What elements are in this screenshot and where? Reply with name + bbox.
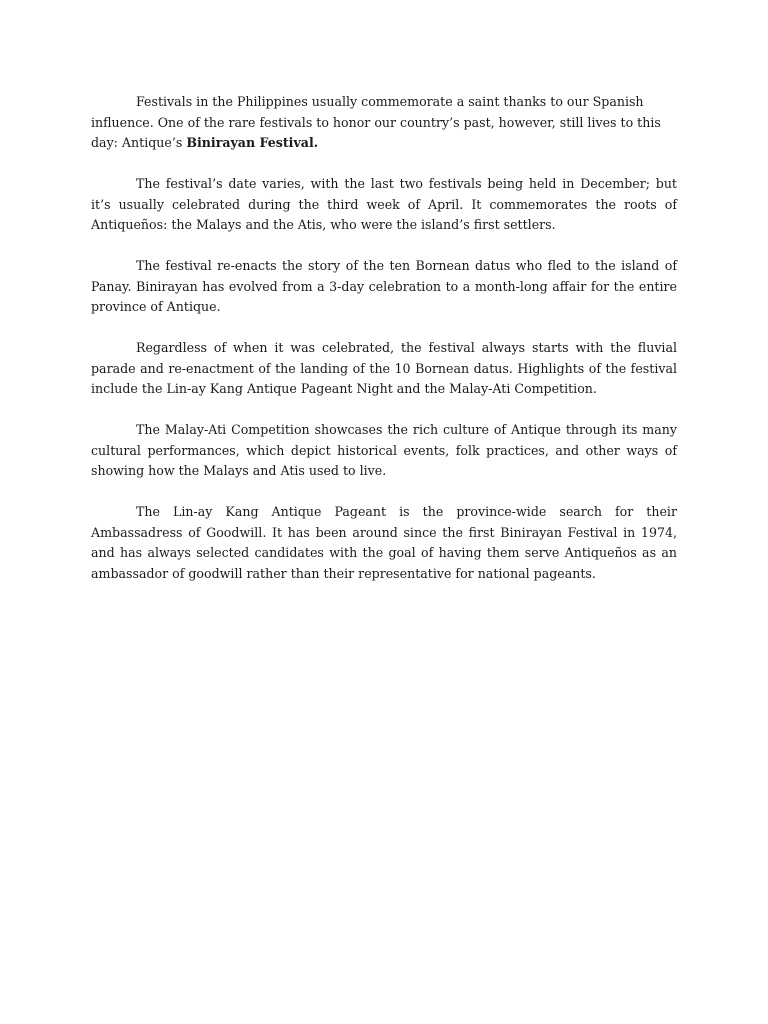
paragraph-malay-ati: The Malay-Ati Competition showcases the rich culture of Antique through its many cultural performances, which depict historical events, folk practices, and other ways of showing how the Malays and Atis used to live. <box>91 422 677 478</box>
paragraph-date: The festival’s date varies, with the last two festivals being held in December; but it’s usually celebrated during the third week of April. It commemorates the roots of Antiqueños: the Malays and the Atis, who were the island’s first settlers. <box>91 176 677 232</box>
festival-name-bold: Binirayan Festival. <box>186 135 319 150</box>
paragraph-parade: Regardless of when it was celebrated, the festival always starts with the fluvial parade and re-enactment of the landing of the 10 Bornean datus. Highlights of the festival include the Lin-ay Kang Antique Pageant Night and the Malay-Ati Competition. <box>91 340 677 396</box>
document-body <box>91 92 677 584</box>
paragraph-intro <box>91 92 677 154</box>
paragraph-intro-text: Festivals in the Philippines usually commemorate a saint thanks to our Spanish influence. One of the rare festivals to honor our country’s past, however, still lives to this day: Antique’s <box>91 94 661 150</box>
paragraph-story: The festival re-enacts the story of the ten Bornean datus who fled to the island of Panay. Binirayan has evolved from a 3-day celebration to a month-long affair for the entire province of Antique. <box>91 258 677 314</box>
paragraph-pageant: The Lin-ay Kang Antique Pageant is the province-wide search for their Ambassadress of Goodwill. It has been around since the first Binirayan Festival in 1974, and has always selected candidates with the goal of having them serve Antiqueños as an ambassador of goodwill rather than their representative for national pageants. <box>91 504 677 581</box>
